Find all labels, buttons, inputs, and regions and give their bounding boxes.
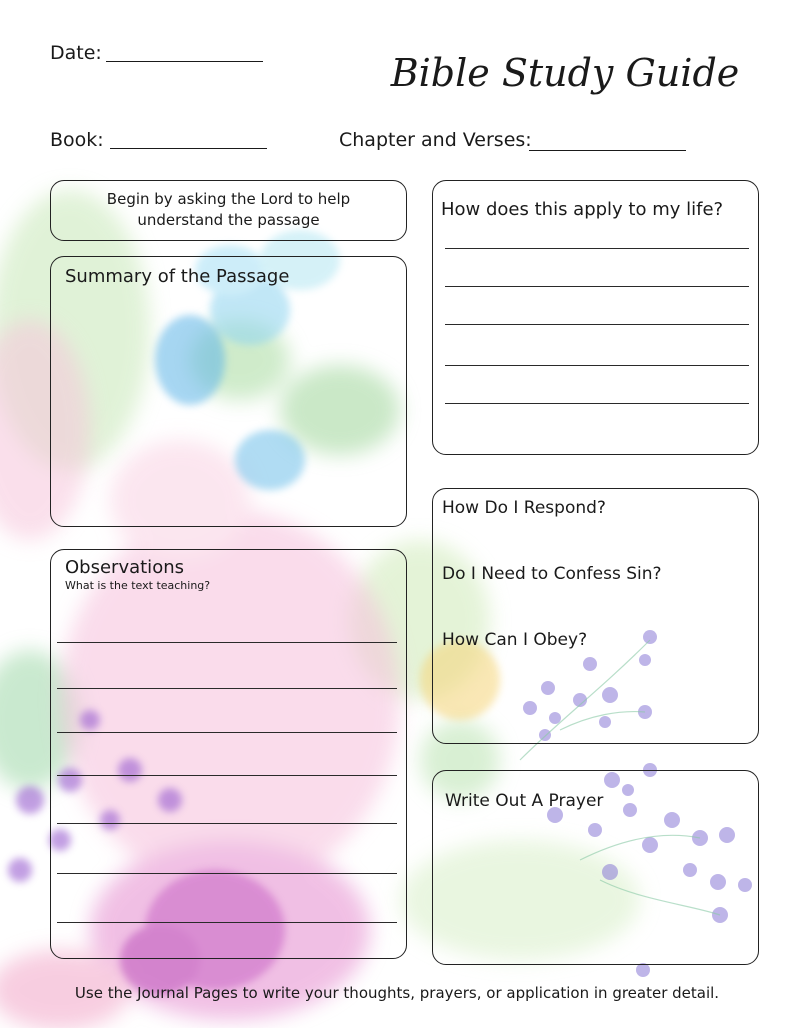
intro-line-1: Begin by asking the Lord to help	[106, 190, 351, 208]
intro-prompt-box	[50, 180, 407, 241]
application-line[interactable]	[445, 248, 749, 249]
book-input-line[interactable]	[110, 148, 267, 149]
date-input-line[interactable]	[106, 61, 263, 62]
application-box[interactable]	[432, 180, 759, 455]
summary-heading: Summary of the Passage	[65, 266, 290, 287]
response-box[interactable]	[432, 488, 759, 744]
chapter-verses-input-line[interactable]	[529, 150, 686, 151]
observation-line[interactable]	[57, 732, 397, 733]
observation-line[interactable]	[57, 873, 397, 874]
intro-line-2: understand the passage	[137, 211, 320, 229]
application-line[interactable]	[445, 324, 749, 325]
obey-question: How Can I Obey?	[442, 630, 588, 650]
svg-text:Bible Study Guide: Bible Study Guide	[390, 51, 740, 95]
confess-question: Do I Need to Confess Sin?	[442, 564, 662, 584]
observations-subheading: What is the text teaching?	[65, 579, 211, 592]
application-heading: How does this apply to my life?	[441, 199, 724, 220]
application-line[interactable]	[445, 286, 749, 287]
respond-question: How Do I Respond?	[442, 498, 606, 518]
observation-line[interactable]	[57, 642, 397, 643]
prayer-box[interactable]	[432, 770, 759, 965]
book-label: Book:	[50, 129, 104, 151]
prayer-heading: Write Out A Prayer	[445, 791, 604, 811]
date-label: Date:	[50, 42, 102, 64]
observation-line[interactable]	[57, 775, 397, 776]
observation-line[interactable]	[57, 823, 397, 824]
application-line[interactable]	[445, 365, 749, 366]
page-title	[385, 40, 745, 110]
chapter-verses-label: Chapter and Verses:	[339, 129, 532, 151]
observations-box[interactable]	[50, 549, 407, 959]
observations-heading: Observations	[65, 557, 184, 578]
observation-line[interactable]	[57, 922, 397, 923]
application-line[interactable]	[445, 403, 749, 404]
intro-prompt-text	[51, 189, 406, 231]
footer-note: Use the Journal Pages to write your thoughts, prayers, or application in greater detail.	[74, 984, 720, 1002]
summary-box[interactable]	[50, 256, 407, 527]
observation-line[interactable]	[57, 688, 397, 689]
